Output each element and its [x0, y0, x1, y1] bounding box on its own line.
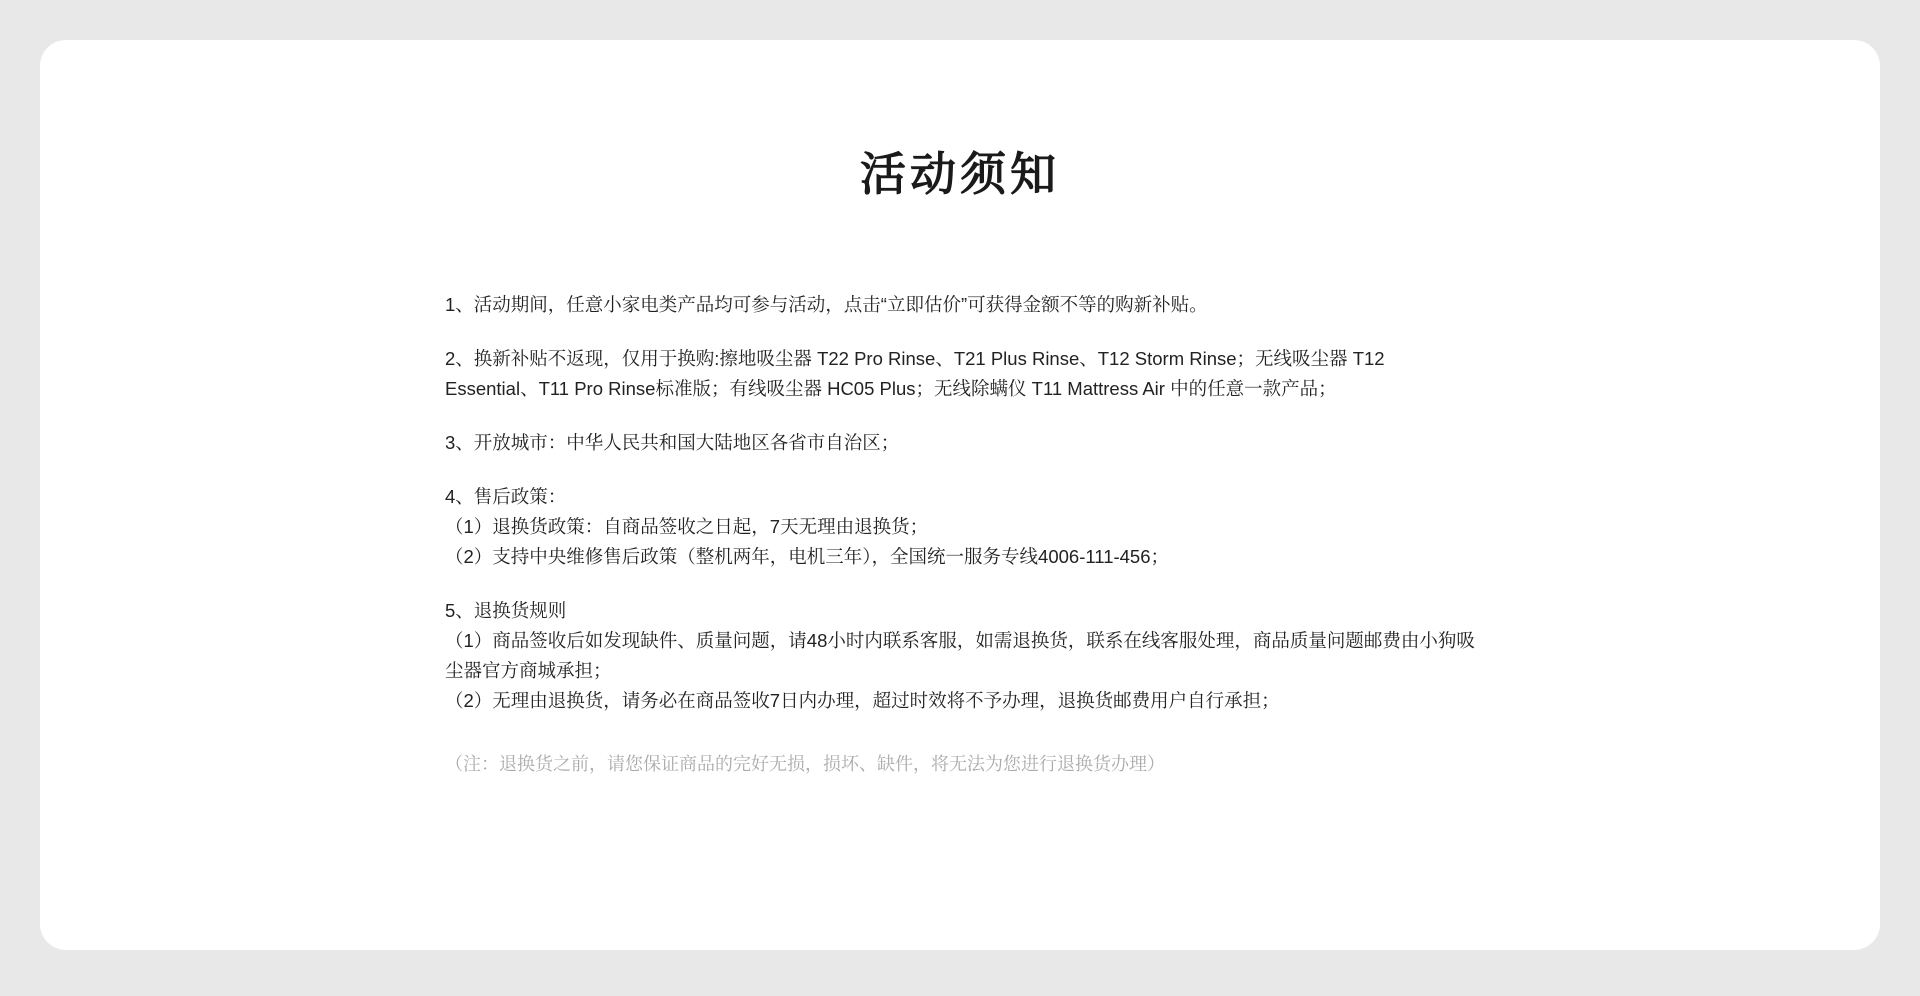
notice-item-1-line-1: 1、活动期间，任意小家电类产品均可参与活动，点击“立即估价”可获得金额不等的购新补贴。 — [445, 294, 1208, 316]
notice-item-5 — [445, 596, 1475, 716]
notice-item-5-line-1: 5、退换货规则 — [445, 600, 567, 621]
notice-item-4-line-3: （2）支持中央维修售后政策（整机两年，电机三年），全国统一服务专线4006-111-456； — [445, 546, 1170, 568]
notice-item-4-line-1: 4、售后政策： — [445, 486, 567, 508]
notice-card — [40, 40, 1880, 950]
notice-item-4 — [445, 482, 1475, 572]
notice-footnote: （注：退换货之前，请您保证商品的完好无损，损坏、缺件，将无法为您进行退换货办理） — [445, 753, 1165, 774]
notice-item-4-line-2: （1）退换货政策：自商品签收之日起，7天无理由退换货； — [445, 516, 929, 538]
page-title-wrap — [40, 118, 1880, 232]
notice-item-2 — [445, 344, 1475, 404]
page-title — [856, 149, 1064, 202]
page-title-text: 活动须知 — [860, 147, 1060, 200]
notice-item-1 — [445, 290, 1475, 320]
notice-item-5-line-2: （1）商品签收后如发现缺件、质量问题，请48小时内联系客服，如需退换货，联系在线客服处理，商品质量问题邮费由小狗吸尘器官方商城承担； — [445, 629, 1475, 681]
notice-body — [445, 290, 1475, 779]
notice-item-3 — [445, 428, 1475, 458]
notice-item-5-line-3: （2）无理由退换货，请务必在商品签收7日内办理，超过时效将不予办理，退换货邮费用户自行承担； — [445, 689, 1280, 711]
notice-item-3-line-1: 3、开放城市：中华人民共和国大陆地区各省市自治区； — [445, 432, 900, 454]
notice-item-2-line-1: 2、换新补贴不返现，仅用于换购:擦地吸尘器 T22 Pro Rinse、T21 Plus Rinse、T12 Storm Rinse；无线吸尘器 T12 Essential、T11 Pro Rinse标准版；有线吸尘器 HC05 Plus；无线除螨仪 T11 Mattress Air 中的任意一款产品； — [445, 348, 1385, 400]
